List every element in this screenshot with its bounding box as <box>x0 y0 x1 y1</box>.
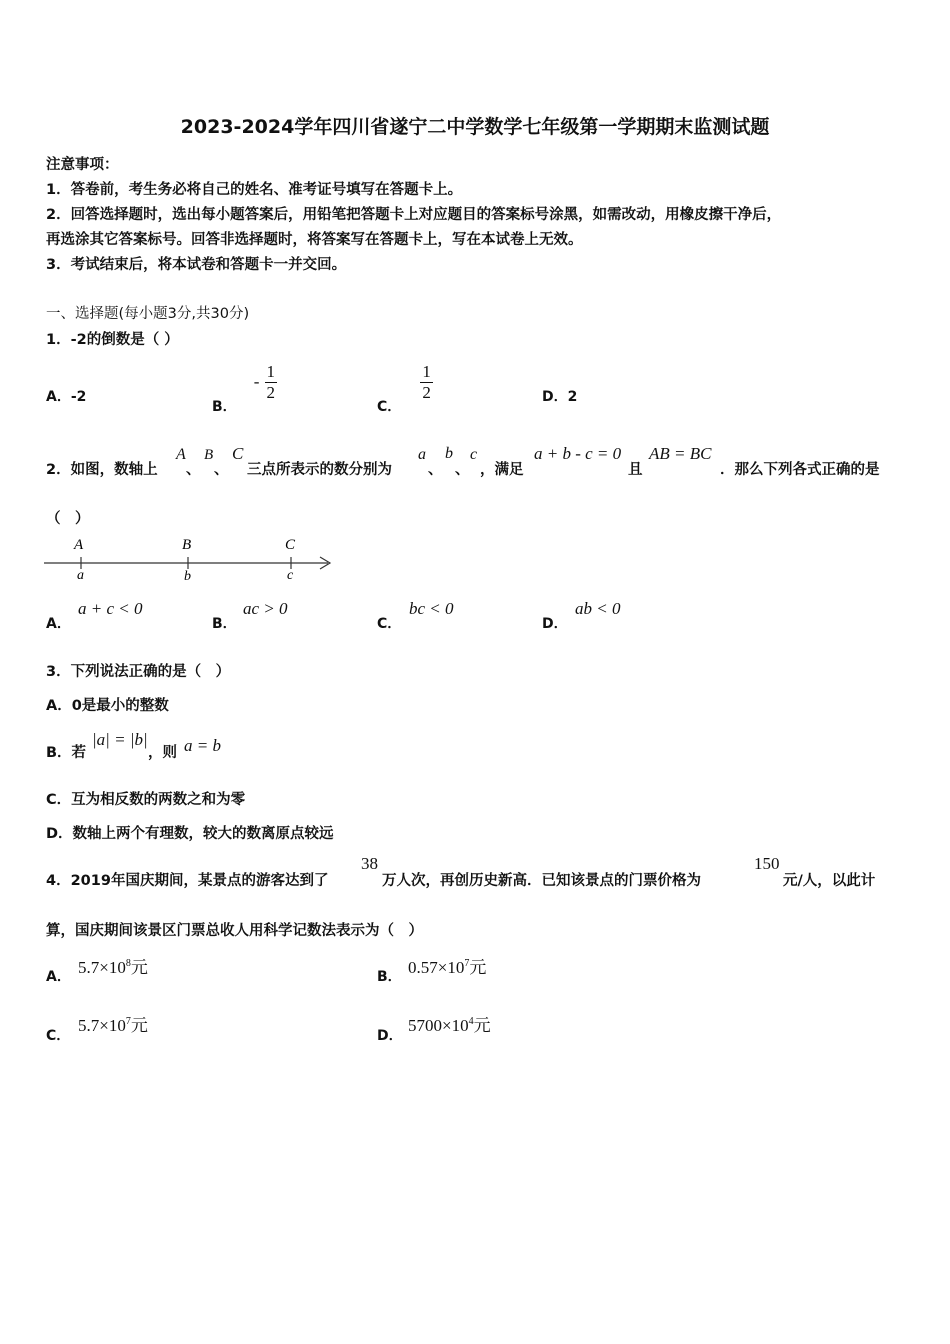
axis-label-A: A <box>74 537 84 553</box>
q2-condition-1: a + b - c = 0 <box>534 444 622 463</box>
q2-option-b-expr: ac > 0 <box>243 599 288 618</box>
q4-option-d-unit: 元 <box>473 1016 491 1035</box>
q2-stem-part5: ．那么下列各式正确的是 <box>720 462 880 478</box>
q1-option-c-denominator: 2 <box>422 383 431 402</box>
notice-item-3: 3．考试结束后，将本试卷和答题卡一并交回。 <box>46 257 347 273</box>
q2-stem-part1: 2．如图，数轴上 <box>46 462 158 478</box>
q2-sep1: 、 <box>186 462 201 478</box>
q2-condition-2: AB = BC <box>649 444 712 463</box>
q3-option-c: C．互为相反数的两数之和为零 <box>46 792 246 808</box>
q4-option-b-unit: 元 <box>469 958 487 977</box>
page-title: 2023-2024学年四川省遂宁二中学数学七年级第一学期期末监测试题 <box>180 116 770 138</box>
q4-option-b-base: 0.57×10 <box>408 958 465 977</box>
q3-option-a: A．0是最小的整数 <box>46 698 169 714</box>
q2-sep4: 、 <box>455 462 470 478</box>
q1-option-a: A．-2 <box>46 389 87 405</box>
q4-stem-part2: 万人次，再创历史新高．已知该景点的门票价格为 <box>382 873 701 889</box>
notice-item-2-cont: 再选涂其它答案标号。回答非选择题时，将答案写在答题卡上，写在本试卷上无效。 <box>46 232 583 248</box>
q4-option-c-unit: 元 <box>130 1016 148 1035</box>
q4-stem-line2: 算，国庆期间该景区门票总收人用科学记数法表示为（ ） <box>46 923 423 939</box>
q4-option-d-base: 5700×10 <box>408 1016 469 1035</box>
axis-label-B: B <box>182 537 192 553</box>
axis-label-a: a <box>77 568 84 583</box>
axis-label-c: c <box>287 568 294 583</box>
q4-option-d-expr <box>408 1011 491 1036</box>
q2-point-a: A <box>176 446 186 463</box>
q4-option-b-exponent: 7 <box>464 958 470 969</box>
q4-option-a-label: A． <box>46 969 71 985</box>
q4-option-c-expr <box>78 1011 148 1036</box>
axis-label-b: b <box>184 569 191 584</box>
q2-var-b: b <box>445 445 453 462</box>
q2-option-b-label: B． <box>212 616 237 632</box>
q2-stem-part3: ，满足 <box>480 462 524 478</box>
q2-point-c: C <box>232 444 244 463</box>
q2-stem-part4: 且 <box>628 462 643 478</box>
q2-option-d-label: D． <box>542 616 568 632</box>
axis-label-C: C <box>285 537 296 553</box>
q4-stem-part1: 4．2019年国庆期间，某景点的游客达到了 <box>46 873 329 889</box>
q1-option-b-denominator: 2 <box>266 383 276 402</box>
q1-option-c-numerator: 1 <box>422 362 431 381</box>
notice-item-2: 2．回答选择题时，选出每小题答案后，用铅笔把答题卡上对应题目的答案标号涂黑，如需改动，用橡皮擦干净后， <box>46 207 782 223</box>
q4-option-a-unit: 元 <box>130 958 148 977</box>
q1-option-b-numerator: 1 <box>266 362 276 381</box>
number-line-figure <box>40 532 340 584</box>
q2-option-c-label: C． <box>377 616 402 632</box>
q1-option-c-label: C． <box>377 399 402 415</box>
q4-option-b-label: B． <box>377 969 402 985</box>
q4-option-d-exponent: 4 <box>468 1016 474 1027</box>
q1-option-b-sign: - <box>253 372 260 391</box>
q1-option-c-fraction <box>420 362 433 403</box>
q1-option-d: D．2 <box>542 389 578 405</box>
q1-stem: 1．-2的倒数是（ ） <box>46 332 179 348</box>
q1-option-b-fraction <box>265 362 278 403</box>
q4-option-a-base: 5.7×10 <box>78 958 126 977</box>
notice-heading: 注意事项： <box>46 157 119 173</box>
q3-option-b-mid: ，则 <box>148 745 177 761</box>
q4-number-150: 150 <box>754 854 780 873</box>
q2-stem-part2: 三点所表示的数分别为 <box>247 462 392 478</box>
q2-var-a: a <box>418 446 426 463</box>
q2-var-c: c <box>470 446 478 463</box>
q1-option-b-label: B． <box>212 399 237 415</box>
q2-option-a-label: A． <box>46 616 71 632</box>
q2-option-a-expr: a + c < 0 <box>78 599 143 618</box>
notice-item-1: 1．答卷前，考生务必将自己的姓名、准考证号填写在答题卡上。 <box>46 182 463 198</box>
q4-stem-part3: 元/人，以此计 <box>783 873 876 889</box>
q4-option-a-expr <box>78 953 148 978</box>
q1-option-b <box>212 362 277 415</box>
q3-option-b-result: a = b <box>184 736 221 755</box>
q1-option-c <box>377 362 433 415</box>
q3-stem: 3．下列说法正确的是（ ） <box>46 664 231 680</box>
q4-number-38: 38 <box>361 854 378 873</box>
section-heading: 一、选择题(每小题3分,共30分) <box>46 306 250 322</box>
q2-option-c-expr: bc < 0 <box>409 599 454 618</box>
q4-option-b-expr <box>408 953 486 978</box>
q4-option-c-exponent: 7 <box>125 1016 131 1027</box>
q2-option-d-expr: ab < 0 <box>575 599 621 618</box>
q4-option-d-label: D． <box>377 1028 403 1044</box>
q3-option-b-prefix: B．若 <box>46 745 87 761</box>
q4-option-c-base: 5.7×10 <box>78 1016 126 1035</box>
q2-point-b: B <box>204 447 214 463</box>
q4-option-c-label: C． <box>46 1028 71 1044</box>
q4-option-a-exponent: 8 <box>125 958 131 969</box>
q2-sep2: 、 <box>214 462 229 478</box>
q2-answer-paren: （ ） <box>46 511 90 527</box>
q2-sep3: 、 <box>428 462 443 478</box>
q3-option-b-condition: |a| = |b| <box>92 730 148 749</box>
q3-option-d: D．数轴上两个有理数，较大的数离原点较远 <box>46 826 334 842</box>
